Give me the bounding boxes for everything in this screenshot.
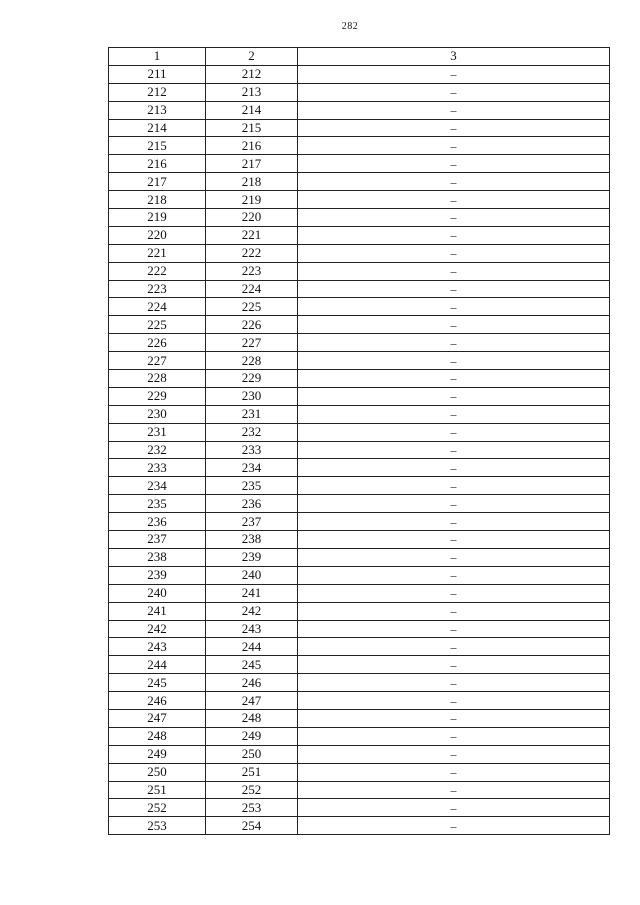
table-cell-col-2: 237 bbox=[206, 513, 298, 531]
table-row bbox=[109, 155, 610, 173]
table-cell-col-2: 215 bbox=[206, 119, 298, 137]
table-cell-col-3: – bbox=[298, 155, 610, 173]
table-cell-col-3: – bbox=[298, 459, 610, 477]
table-row bbox=[109, 423, 610, 441]
table-row bbox=[109, 674, 610, 692]
table-cell-col-3: – bbox=[298, 280, 610, 298]
table-cell-col-1: 247 bbox=[109, 709, 206, 727]
table-row bbox=[109, 191, 610, 209]
table-cell-col-1: 239 bbox=[109, 566, 206, 584]
page-number: 282 bbox=[341, 21, 359, 32]
table-row bbox=[109, 548, 610, 566]
table-cell-col-1: 226 bbox=[109, 334, 206, 352]
table-row bbox=[109, 83, 610, 101]
table-cell-col-2: 252 bbox=[206, 781, 298, 799]
table-row bbox=[109, 799, 610, 817]
table-cell-col-2: 244 bbox=[206, 638, 298, 656]
table-row bbox=[109, 459, 610, 477]
table-cell-col-3: – bbox=[298, 674, 610, 692]
table-cell-col-2: 236 bbox=[206, 495, 298, 513]
table-cell-col-1: 217 bbox=[109, 173, 206, 191]
table-cell-col-3: – bbox=[298, 566, 610, 584]
table-cell-col-3: – bbox=[298, 334, 610, 352]
table-row bbox=[109, 495, 610, 513]
table-cell-col-2: 232 bbox=[206, 423, 298, 441]
table-cell-col-2: 212 bbox=[206, 65, 298, 83]
table-row bbox=[109, 101, 610, 119]
table-cell-col-1: 219 bbox=[109, 209, 206, 227]
table-cell-col-2: 226 bbox=[206, 316, 298, 334]
table-row bbox=[109, 817, 610, 835]
table-cell-col-2: 238 bbox=[206, 531, 298, 549]
table-cell-col-2: 219 bbox=[206, 191, 298, 209]
table-cell-col-3: – bbox=[298, 316, 610, 334]
table-cell-col-2: 214 bbox=[206, 101, 298, 119]
column-header-2: 2 bbox=[206, 48, 298, 66]
table-cell-col-3: – bbox=[298, 298, 610, 316]
table-row bbox=[109, 763, 610, 781]
table-cell-col-3: – bbox=[298, 477, 610, 495]
table-cell-col-3: – bbox=[298, 119, 610, 137]
table-cell-col-3: – bbox=[298, 262, 610, 280]
table-cell-col-2: 241 bbox=[206, 584, 298, 602]
column-header-3: 3 bbox=[298, 48, 610, 66]
table-cell-col-1: 245 bbox=[109, 674, 206, 692]
table-cell-col-1: 237 bbox=[109, 531, 206, 549]
table-cell-col-3: – bbox=[298, 817, 610, 835]
table-cell-col-3: – bbox=[298, 191, 610, 209]
table-cell-col-1: 249 bbox=[109, 745, 206, 763]
table-row bbox=[109, 244, 610, 262]
table-cell-col-2: 242 bbox=[206, 602, 298, 620]
table-cell-col-1: 212 bbox=[109, 83, 206, 101]
table-cell-col-2: 245 bbox=[206, 656, 298, 674]
table-cell-col-2: 222 bbox=[206, 244, 298, 262]
table-row bbox=[109, 584, 610, 602]
table-row bbox=[109, 781, 610, 799]
table-row bbox=[109, 656, 610, 674]
table-row bbox=[109, 334, 610, 352]
table-row bbox=[109, 602, 610, 620]
table-cell-col-3: – bbox=[298, 745, 610, 763]
table-cell-col-2: 216 bbox=[206, 137, 298, 155]
table-cell-col-3: – bbox=[298, 513, 610, 531]
table-cell-col-3: – bbox=[298, 101, 610, 119]
table-row bbox=[109, 137, 610, 155]
table-cell-col-2: 239 bbox=[206, 548, 298, 566]
table-row bbox=[109, 566, 610, 584]
table-row bbox=[109, 531, 610, 549]
table-cell-col-1: 232 bbox=[109, 441, 206, 459]
table-cell-col-3: – bbox=[298, 65, 610, 83]
table-row bbox=[109, 352, 610, 370]
table-row bbox=[109, 226, 610, 244]
table-cell-col-1: 223 bbox=[109, 280, 206, 298]
table-cell-col-1: 250 bbox=[109, 763, 206, 781]
table-cell-col-2: 246 bbox=[206, 674, 298, 692]
table-cell-col-1: 244 bbox=[109, 656, 206, 674]
table-row bbox=[109, 65, 610, 83]
table-row bbox=[109, 370, 610, 388]
table-cell-col-1: 240 bbox=[109, 584, 206, 602]
table-cell-col-1: 242 bbox=[109, 620, 206, 638]
table-cell-col-3: – bbox=[298, 387, 610, 405]
table-cell-col-2: 221 bbox=[206, 226, 298, 244]
table-cell-col-3: – bbox=[298, 692, 610, 710]
table-cell-col-1: 253 bbox=[109, 817, 206, 835]
table-cell-col-3: – bbox=[298, 638, 610, 656]
table-cell-col-1: 238 bbox=[109, 548, 206, 566]
table-cell-col-1: 229 bbox=[109, 387, 206, 405]
table-cell-col-3: – bbox=[298, 763, 610, 781]
table-cell-col-1: 214 bbox=[109, 119, 206, 137]
table-cell-col-2: 243 bbox=[206, 620, 298, 638]
table-cell-col-2: 251 bbox=[206, 763, 298, 781]
table-cell-col-2: 248 bbox=[206, 709, 298, 727]
table-cell-col-3: – bbox=[298, 495, 610, 513]
table-cell-col-1: 236 bbox=[109, 513, 206, 531]
table-row bbox=[109, 316, 610, 334]
table-cell-col-2: 217 bbox=[206, 155, 298, 173]
table-row bbox=[109, 709, 610, 727]
table-row bbox=[109, 387, 610, 405]
table-cell-col-2: 227 bbox=[206, 334, 298, 352]
table-cell-col-2: 253 bbox=[206, 799, 298, 817]
table-cell-col-3: – bbox=[298, 352, 610, 370]
table-cell-col-1: 235 bbox=[109, 495, 206, 513]
table-cell-col-3: – bbox=[298, 531, 610, 549]
table-row bbox=[109, 280, 610, 298]
table-cell-col-1: 228 bbox=[109, 370, 206, 388]
table-cell-col-3: – bbox=[298, 584, 610, 602]
table-cell-col-3: – bbox=[298, 799, 610, 817]
table-cell-col-1: 218 bbox=[109, 191, 206, 209]
table-row bbox=[109, 119, 610, 137]
table-cell-col-3: – bbox=[298, 620, 610, 638]
table-row bbox=[109, 477, 610, 495]
table-row bbox=[109, 692, 610, 710]
table-cell-col-2: 234 bbox=[206, 459, 298, 477]
table-cell-col-1: 222 bbox=[109, 262, 206, 280]
table-cell-col-2: 254 bbox=[206, 817, 298, 835]
table-cell-col-2: 233 bbox=[206, 441, 298, 459]
table-cell-col-1: 220 bbox=[109, 226, 206, 244]
table-cell-col-2: 220 bbox=[206, 209, 298, 227]
table-cell-col-1: 251 bbox=[109, 781, 206, 799]
table-cell-col-1: 246 bbox=[109, 692, 206, 710]
table-cell-col-2: 225 bbox=[206, 298, 298, 316]
table-row bbox=[109, 262, 610, 280]
table-cell-col-1: 216 bbox=[109, 155, 206, 173]
table-cell-col-3: – bbox=[298, 548, 610, 566]
table-cell-col-1: 227 bbox=[109, 352, 206, 370]
table-cell-col-3: – bbox=[298, 137, 610, 155]
table-cell-col-1: 243 bbox=[109, 638, 206, 656]
column-header-1: 1 bbox=[109, 48, 206, 66]
table-cell-col-3: – bbox=[298, 226, 610, 244]
table-cell-col-2: 230 bbox=[206, 387, 298, 405]
table-cell-col-2: 250 bbox=[206, 745, 298, 763]
table-cell-col-3: – bbox=[298, 244, 610, 262]
table-row bbox=[109, 620, 610, 638]
table-cell-col-1: 252 bbox=[109, 799, 206, 817]
header-row bbox=[109, 48, 610, 66]
table-cell-col-2: 218 bbox=[206, 173, 298, 191]
table-cell-col-2: 228 bbox=[206, 352, 298, 370]
table-cell-col-2: 240 bbox=[206, 566, 298, 584]
table-cell-col-1: 211 bbox=[109, 65, 206, 83]
data-table bbox=[108, 47, 610, 835]
table-cell-col-3: – bbox=[298, 709, 610, 727]
table-cell-col-2: 213 bbox=[206, 83, 298, 101]
table-row bbox=[109, 745, 610, 763]
table-cell-col-1: 233 bbox=[109, 459, 206, 477]
table-row bbox=[109, 405, 610, 423]
table-cell-col-3: – bbox=[298, 405, 610, 423]
table-row bbox=[109, 727, 610, 745]
table-cell-col-3: – bbox=[298, 441, 610, 459]
table-cell-col-1: 234 bbox=[109, 477, 206, 495]
table-cell-col-3: – bbox=[298, 656, 610, 674]
table-row bbox=[109, 298, 610, 316]
table-cell-col-1: 230 bbox=[109, 405, 206, 423]
table-cell-col-3: – bbox=[298, 602, 610, 620]
table-cell-col-1: 221 bbox=[109, 244, 206, 262]
table-cell-col-2: 249 bbox=[206, 727, 298, 745]
table-cell-col-3: – bbox=[298, 370, 610, 388]
table-cell-col-1: 213 bbox=[109, 101, 206, 119]
table-cell-col-1: 241 bbox=[109, 602, 206, 620]
table-cell-col-3: – bbox=[298, 173, 610, 191]
table-cell-col-2: 229 bbox=[206, 370, 298, 388]
table-row bbox=[109, 638, 610, 656]
table-row bbox=[109, 513, 610, 531]
table-header bbox=[109, 48, 610, 66]
table-cell-col-3: – bbox=[298, 423, 610, 441]
table-row bbox=[109, 209, 610, 227]
table-row bbox=[109, 173, 610, 191]
table-cell-col-3: – bbox=[298, 83, 610, 101]
table-cell-col-3: – bbox=[298, 209, 610, 227]
table-cell-col-1: 224 bbox=[109, 298, 206, 316]
table-body bbox=[109, 65, 610, 834]
table-cell-col-1: 248 bbox=[109, 727, 206, 745]
table-cell-col-3: – bbox=[298, 781, 610, 799]
table-cell-col-2: 231 bbox=[206, 405, 298, 423]
table-cell-col-2: 224 bbox=[206, 280, 298, 298]
table-row bbox=[109, 441, 610, 459]
table-cell-col-2: 247 bbox=[206, 692, 298, 710]
table-cell-col-1: 231 bbox=[109, 423, 206, 441]
table-cell-col-3: – bbox=[298, 727, 610, 745]
table-cell-col-2: 235 bbox=[206, 477, 298, 495]
table-cell-col-1: 225 bbox=[109, 316, 206, 334]
table-cell-col-1: 215 bbox=[109, 137, 206, 155]
table-cell-col-2: 223 bbox=[206, 262, 298, 280]
